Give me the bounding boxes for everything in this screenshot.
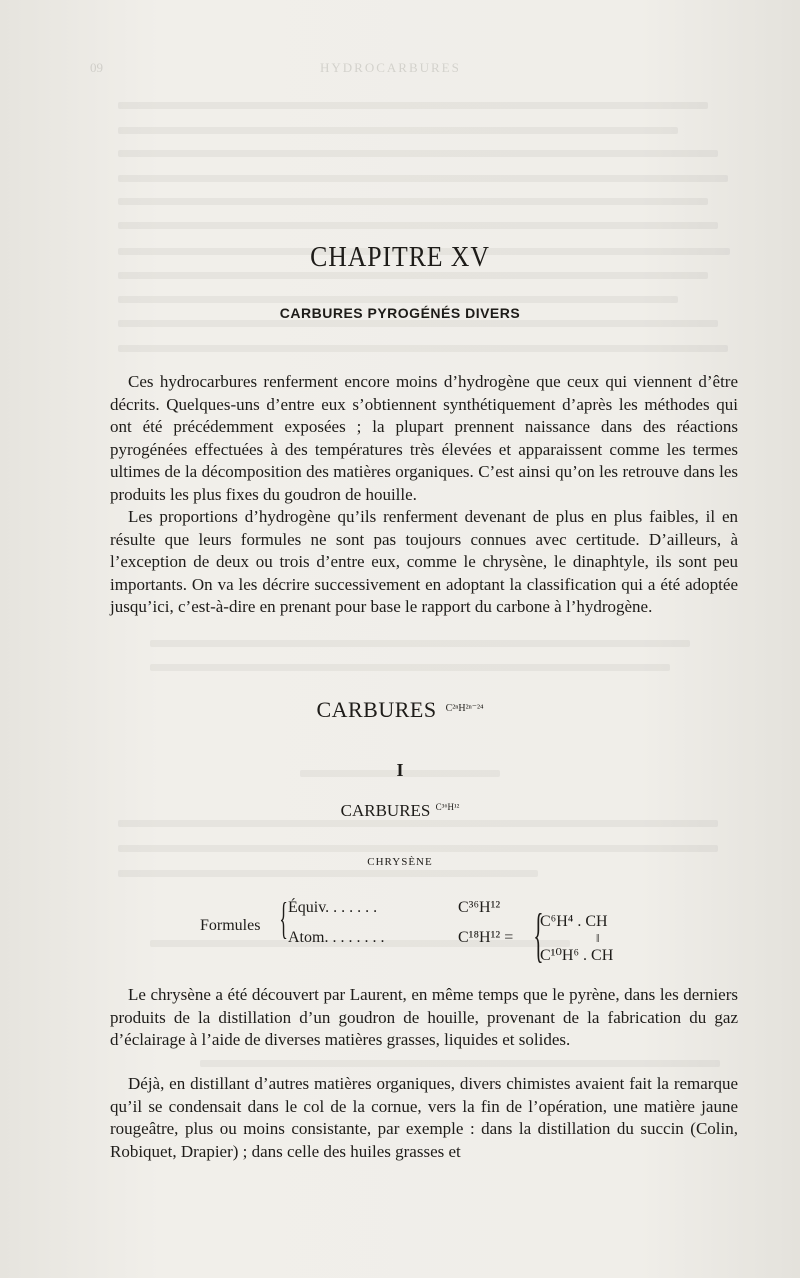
formula-atom-value: C¹⁸H¹² = <box>458 929 514 946</box>
formula-label: Formules <box>200 917 261 934</box>
section-number: I <box>396 760 404 780</box>
double-bond: ‖ <box>596 931 600 945</box>
paragraph-intro-1: Ces hydrocarbures renferment encore moins d’hydrogène que ceux qui viennent d’être décrits. Quelques-uns d’entre eux s’obtiennent synthétiquement d’après les méthodes qui ont été précédemment exposées ; la plupart prennent naissance dans des réactions pyrogénées effectuées à des températures très élevées et apparaissent comme les termes ultimes de la décomposition des matières organiques. C’est ainsi qu’on les retrouve dans les produits les plus fixes du goudron de houille. <box>110 372 738 504</box>
running-head <box>90 60 730 78</box>
section-title <box>0 697 800 723</box>
section-title-text: CARBURES <box>316 697 437 722</box>
paragraph-intro-2: Les proportions d’hydrogène qu’ils renferment devenant de plus en plus faibles, il en résulte que leurs formules ne sont pas toujours connues avec certitude. D’ailleurs, à l’exception de deux ou trois d’entre eux, comme le chrysène, le dinaphtyle, ils sont peu importants. On va les décrire successivement en adoptant la classification qui a été adoptée jusqu’ici, c’est-à-dire en prenant pour base le rapport du carbone à l’hydrogène. <box>110 507 738 616</box>
paragraph-chrysene-2: Déjà, en distillant d’autres matières organiques, divers chimistes avaient fait la remarque qu’il se condensait dans le col de la cornue, vers la fin de l’opération, une matière jaune rougeâtre, plus ou moins consistante, par exemple : dans la distillation du succin (Colin, Robiquet, Drapier) ; dans celle des huiles grasses et <box>110 1074 738 1161</box>
compound-name: CHRYSÈNE <box>367 856 433 868</box>
running-title: HYDROCARBURES <box>320 60 461 75</box>
section-formula: C²ⁿH²ⁿ⁻²⁴ <box>445 703 484 714</box>
formula-atom-label: Atom. . . . . . . . <box>288 929 385 946</box>
paragraph-chrysene-1: Le chrysène a été découvert par Laurent, en même temps que le pyrène, dans les derniers produits de la distillation d’un goudron de houille, provenant de la fabrication du gaz d’éclairage à l’aide de diverses matières grasses, liquides et solides. <box>110 985 738 1049</box>
formula-equiv-value: C³⁶H¹² <box>458 899 501 916</box>
subsection-title-text: CARBURES <box>340 801 431 820</box>
subsection-title <box>0 801 800 821</box>
subsection-formula: C³⁶H¹² <box>435 802 460 812</box>
formula-equiv-label: Équiv. . . . . . . <box>288 899 378 916</box>
page-number: 09 <box>90 60 103 75</box>
right-brace: { <box>533 902 544 968</box>
formula-group-bottom: C¹⁰H⁶ . CH <box>540 947 614 964</box>
formula-group-top: C⁶H⁴ . CH <box>540 913 608 930</box>
chapter-title: CHAPITRE XV <box>310 242 490 273</box>
formula-block <box>200 893 640 973</box>
chapter-subtitle: CARBURES PYROGÉNÉS DIVERS <box>279 305 521 321</box>
left-brace: { <box>279 894 288 943</box>
